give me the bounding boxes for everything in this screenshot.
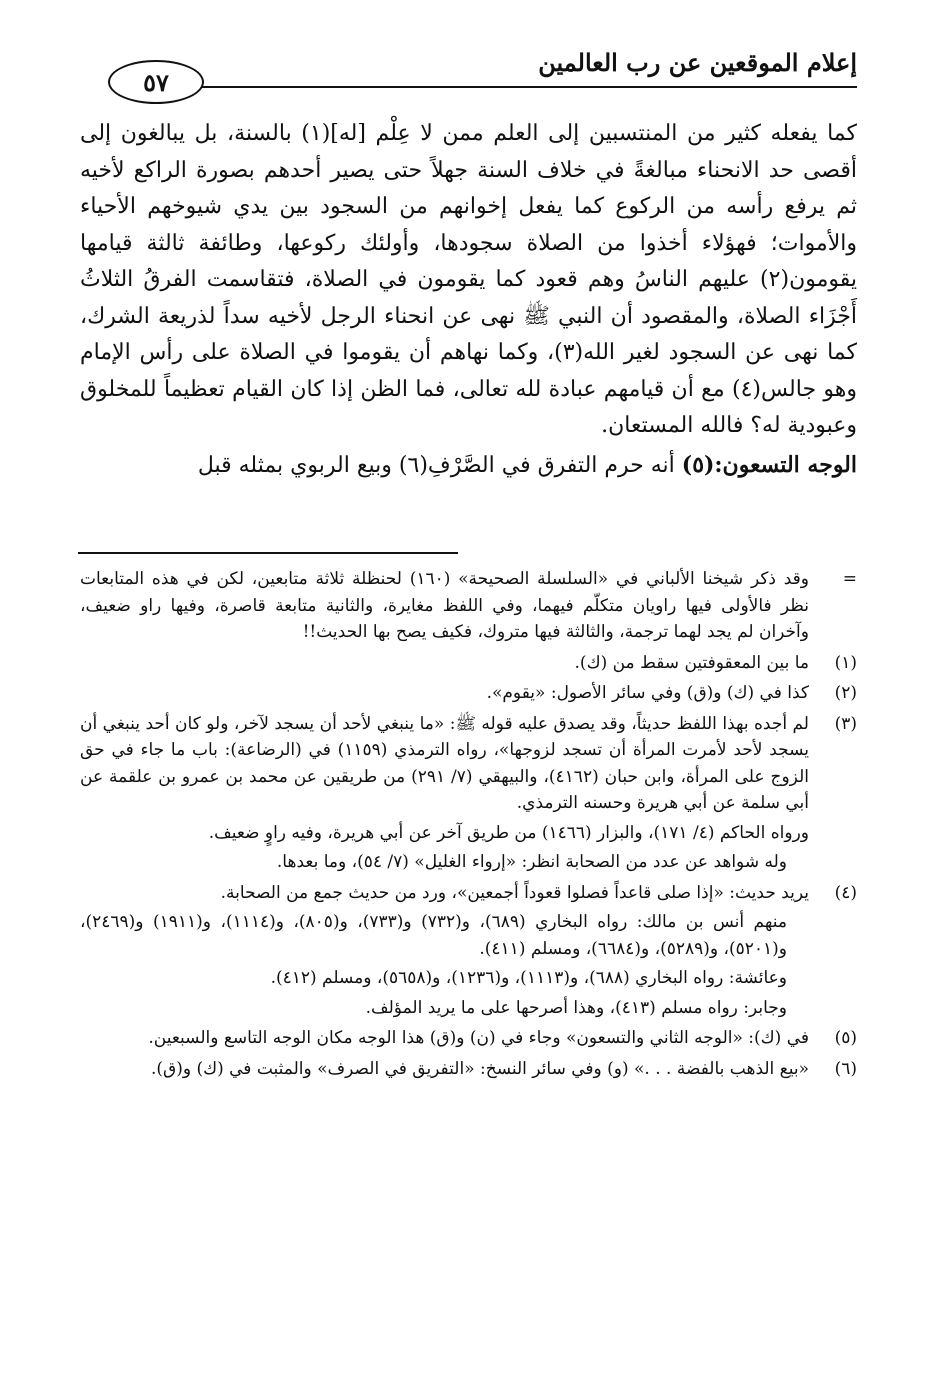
body-paragraph: كما يفعله كثير من المنتسبين إلى العلم ممن لا عِلْم [له](١) بالسنة، بل يبالغون إلى أقصى حد الانحناء مبالغةً في خلاف السنة جهلاً حتى يصير أحدهم بصورة الراكع لأخيه ثم يرفع رأسه من الركوع كما يفعل إخوانهم من السجود بين يدي شيوخهم الأحياء والأموات؛ فهؤلاء أخذوا من الصلاة سجودها، وأولئك ركوعها، وطائفة ثالثة قيامها يقومون(٢) عليهم الناسُ وهم قعود كما يقومون في الصلاة، فتقاسمت الفرقُ الثلاثُ أَجْزَاء الصلاة، والمقصود أن النبي ﷺ نهى عن انحناء الرجل لأخيه سداً لذريعة الشرك، كما نهى عن السجود لغير الله(٣)، وكما نهاهم أن يقوموا في الصلاة على رأس الإمام وهو جالس(٤) مع أن قيامهم عبادة لله تعالى، فما الظن إذا كان القيام تعظيماً للمخلوق وعبودية له؟ فالله المستعان. xyxy=(80,121,857,438)
section-text: أنه حرم التفرق في الصَّرْفِ(٦) وبيع الربوي بمثله قبل xyxy=(197,452,675,478)
footnote-separator xyxy=(78,552,458,554)
footnote-6 xyxy=(80,1056,857,1083)
footnote-text: وقد ذكر شيخنا الألباني في «السلسلة الصحيحة» (١٦٠) لحنظلة ثلاثة متابعين، لكن في هذه المتابعات نظر فالأولى فيها راويان متكلّم فيهما، وفي اللفظ مغايرة، والثانية متابعة قاصرة، وفيها راو ضعيف، وآخران لم يجد لهما ترجمة، والثالثة فيها متروك، فكيف يصح بها الحديث!! xyxy=(80,569,810,642)
page-header xyxy=(0,0,935,110)
footnote-number: (٥) xyxy=(834,1028,857,1048)
footnote-number: (٤) xyxy=(834,882,857,903)
footnote-5 xyxy=(80,1025,857,1052)
continuation-mark: = xyxy=(842,569,857,589)
footnote-text: منهم أنس بن مالك: رواه البخاري (٦٨٩)، و(٧٣٢) و(٧٣٣)، و(٨٠٥)، و(١١١٤)، و(١٩١١) و(٢٤٦٩)، و(٥٢٠١)، و(٥٢٨٩)، و(٦٦٨٤)، ومسلم (٤١١). xyxy=(80,912,787,959)
footnote-text: ما بين المعقوفتين سقط من (ك). xyxy=(574,652,809,673)
header-rule xyxy=(200,86,857,88)
footnotes xyxy=(80,566,857,1086)
footnote-number: (٦) xyxy=(834,1058,857,1079)
footnote-text: لم أجده بهذا اللفظ حديثاً، وقد يصدق عليه قوله ﷺ: «ما ينبغي لأحد أن يسجد لآخر، ولو كان أحد ينبغي أن يسجد لأحد لأمرت المرأة أن تسجد لزوجها»، رواه الترمذي (١١٥٩) في (الرضاعة): باب ما جاء في حق الزوج على المرأة، وابن حبان (٤١٦٢)، والبيهقي (٧/ ٢٩١) من طريقين عن محمد بن عمرو بن علقمة عن أبي سلمة عن أبي هريرة وحسنه الترمذي. xyxy=(80,713,809,813)
footnote-number: (١) xyxy=(834,652,857,673)
footnote-text: في (ك): «الوجه الثاني والتسعون» وجاء في (ن) و(ق) هذا الوجه مكان الوجه التاسع والسبعين. xyxy=(148,1028,809,1048)
footnote-text: يريد حديث: «إذا صلى قاعداً فصلوا قعوداً أجمعين»، ورد من حديث جمع من الصحابة. xyxy=(220,882,809,903)
footnote-number: (٢) xyxy=(834,683,857,703)
footnote-text: «بيع الذهب بالفضة . . .» (و) وفي سائر النسخ: «التفريق في الصرف» والمثبت في (ك) و(ق). xyxy=(150,1058,809,1079)
body-paragraph-second xyxy=(80,447,857,485)
section-heading: الوجه التسعون:(٥) xyxy=(681,451,857,478)
book-title: إعلام الموقعين عن رب العالمين xyxy=(538,48,857,77)
footnote-text: وعائشة: رواه البخاري (٦٨٨)، و(١١١٣)، و(١٢٣٦)، و(٥٦٥٨)، ومسلم (٤١٢). xyxy=(270,968,787,988)
footnote-2 xyxy=(80,680,857,707)
page-number: ٥٧ xyxy=(143,67,169,97)
footnote-text: ورواه الحاكم (٤/ ١٧١)، والبزار (١٤٦٦) من طريق آخر عن أبي هريرة، وفيه راوٍ ضعيف. xyxy=(208,822,809,843)
page-number-badge xyxy=(108,60,204,104)
footnote-1 xyxy=(80,650,857,677)
footnote-text: وجابر: رواه مسلم (٤١٣)، وهذا أصرحها على ما يريد المؤلف. xyxy=(365,997,787,1018)
footnote-continuation xyxy=(80,566,857,646)
footnote-text: كذا في (ك) و(ق) وفي سائر الأصول: «يقوم». xyxy=(486,683,809,703)
footnote-text: وله شواهد عن عدد من الصحابة انظر: «إرواء الغليل» (٧/ ٥٤)، وما بعدها. xyxy=(276,852,787,872)
footnote-3 xyxy=(80,711,857,876)
footnote-number: (٣) xyxy=(834,713,857,734)
main-text xyxy=(80,116,857,484)
footnote-4 xyxy=(80,880,857,1022)
